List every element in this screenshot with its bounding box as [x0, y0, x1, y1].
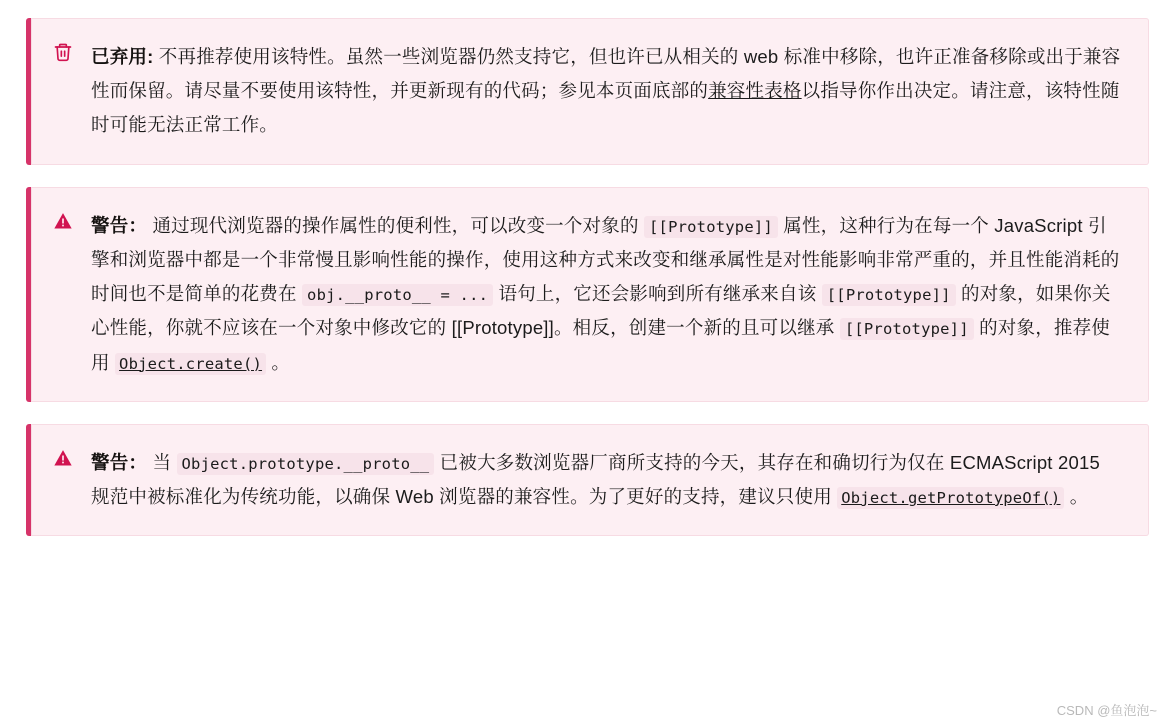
callout-segment-1: 通过现代浏览器的操作属性的便利性，可以改变一个对象的	[147, 214, 644, 236]
warning-triangle-icon	[53, 448, 75, 470]
callout-warning-prototype	[26, 187, 1149, 402]
callout-lead: 已弃用:	[91, 46, 154, 67]
callout-segment-1: 当	[147, 451, 177, 473]
callout-text	[91, 209, 1123, 380]
callout-segment-1: 不再推荐使用该特性。虽然一些浏览器仍然支持它，但也许已从相关的 web 标准中移除，也许正准备移除或出于兼容性而保留。请尽量不要使用该特性，并更新现有的代码；参见本页面底部的	[91, 46, 1121, 102]
compat-table-link[interactable]: 兼容性表格	[708, 80, 802, 102]
inline-code-object-prototype-proto: Object.prototype.__proto__	[177, 453, 435, 475]
inline-code-prototype-3: [[Prototype]]	[840, 318, 974, 340]
callout-segment-5: 的对象，推荐使用	[91, 317, 1110, 373]
inline-code-proto-assign: obj.__proto__ = ...	[302, 284, 493, 306]
callout-warning-proto-support	[26, 424, 1149, 536]
callout-deprecated	[26, 18, 1149, 165]
callout-segment-3: 语句上，它还会影响到所有继承来自该	[493, 283, 822, 305]
watermark: CSDN @鱼泡泡~	[1056, 703, 1157, 718]
object-getprototypeof-link[interactable]: Object.getPrototypeOf()	[837, 487, 1064, 509]
inline-code-prototype-2: [[Prototype]]	[822, 284, 956, 306]
callout-text	[91, 40, 1123, 143]
callout-lead: 警告：	[91, 451, 148, 473]
trash-icon	[53, 42, 75, 64]
callout-segment-6: 。	[266, 351, 291, 373]
warning-triangle-icon	[53, 211, 75, 233]
callout-segment-2: 已被大多数浏览器厂商所支持的今天，其存在和确切行为仅在 ECMAScript 2015 规范中被标准化为传统功能，以确保 Web 浏览器的兼容性。为了更好的支持，建议只使用	[91, 451, 1100, 507]
callout-text	[91, 446, 1123, 514]
inline-code-prototype-1: [[Prototype]]	[644, 216, 778, 238]
callout-lead: 警告：	[91, 214, 148, 236]
object-create-link[interactable]: Object.create()	[115, 353, 266, 375]
callout-segment-2: 以指导你作出决定。请注意，该特性随时可能无法正常工作。	[91, 80, 1120, 136]
callout-segment-3: 。	[1064, 485, 1089, 507]
callout-segment-2: 属性，这种行为在每一个 JavaScript 引擎和浏览器中都是一个非常慢且影响性能的操作，使用这种方式来改变和继承属性是对性能影响非常严重的，并且性能消耗的时间也不是简单的花费在	[91, 214, 1120, 305]
callout-segment-4: 的对象，如果你关心性能，你就不应该在一个对象中修改它的 [[Prototype]]。相反，创建一个新的且可以继承	[91, 283, 1111, 339]
